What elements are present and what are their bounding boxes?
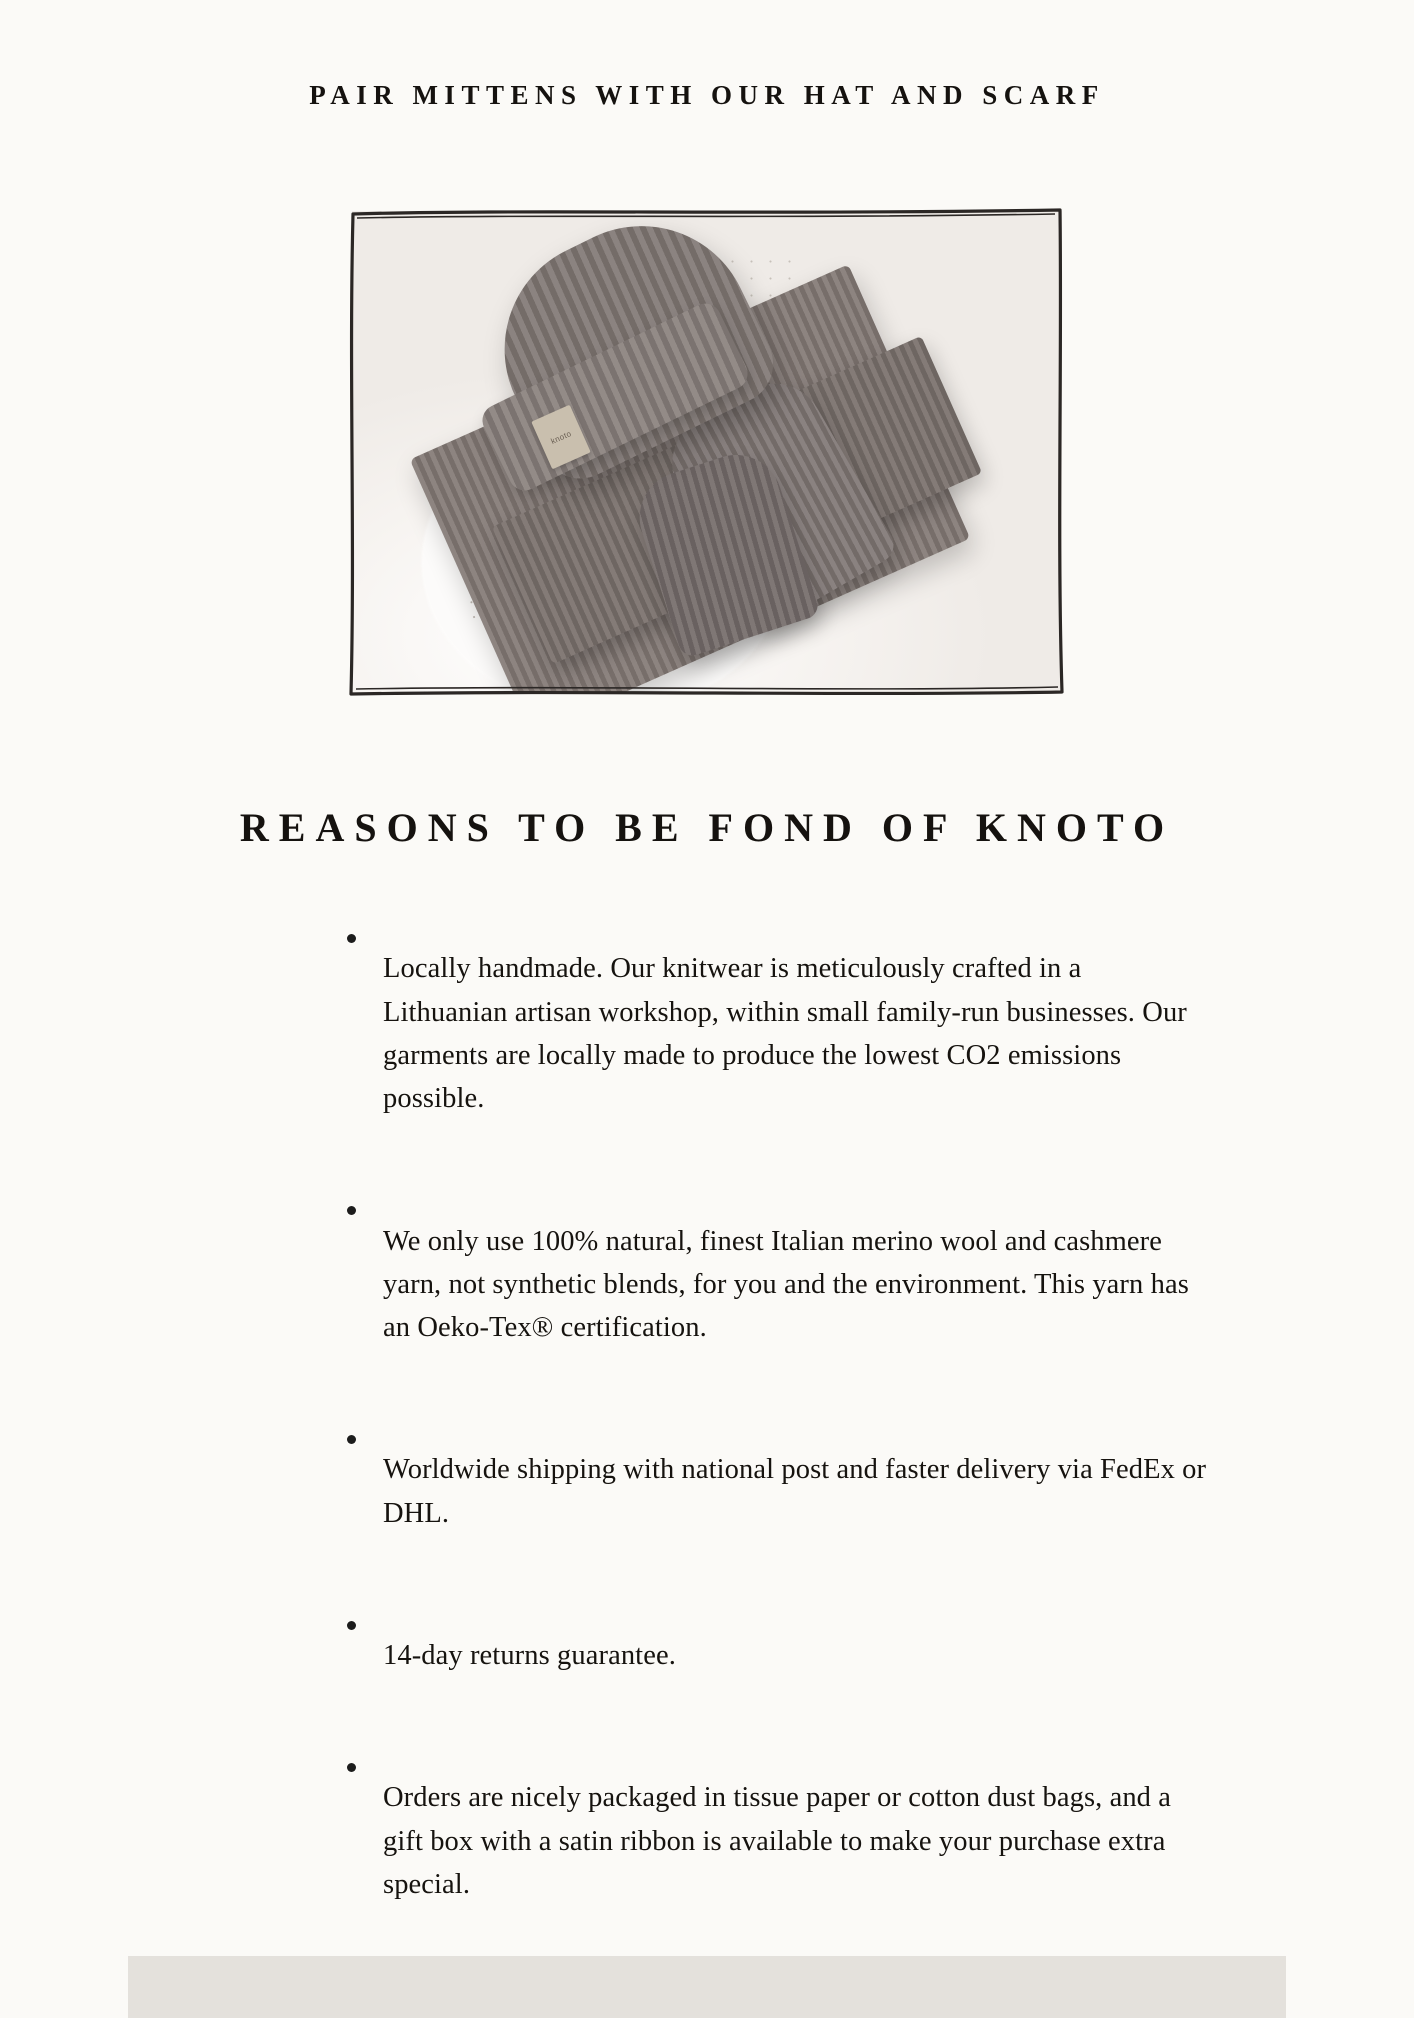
- page-root: [0, 18, 1414, 2018]
- reason-text: We only use 100% natural, finest Italian merino wool and cashmere yarn, not synthetic blends, for you and the environment. This yarn has an Oeko-Tex® certification.: [383, 1225, 1189, 1344]
- reason-text: Locally handmade. Our knitwear is meticulously crafted in a Lithuanian artisan workshop, within small family-run businesses. Our garments are locally made to produce the lowest CO2 emissions possible.: [383, 953, 1187, 1115]
- reasons-list: [202, 919, 1212, 1935]
- hero-image-section: [0, 205, 1414, 699]
- section-title: REASONS TO BE FOND OF KNOTO: [239, 804, 1175, 850]
- reason-text: Orders are nicely packaged in tissue paper or cotton dust bags, and a gift box with a satin ribbon is available to make your purchase extra special.: [383, 1782, 1172, 1901]
- hero-image-frame: [346, 205, 1068, 699]
- reason-text: Worldwide shipping with national post and faster delivery via FedEx or DHL.: [383, 1454, 1207, 1529]
- bullet-icon: [347, 1435, 356, 1444]
- list-item: [347, 1748, 1212, 1935]
- list-item: [347, 919, 1212, 1149]
- bullet-icon: [347, 934, 356, 943]
- list-item: [347, 1191, 1212, 1378]
- list-item: [347, 1606, 1212, 1706]
- bottom-band: [128, 1956, 1286, 2018]
- bullet-icon: [347, 1763, 356, 1772]
- top-headline: PAIR MITTENS WITH OUR HAT AND SCARF: [309, 80, 1105, 111]
- knitwear-photo: [352, 211, 1062, 693]
- bullet-icon: [347, 1206, 356, 1215]
- reason-text: 14-day returns guarantee.: [383, 1640, 676, 1672]
- bullet-icon: [347, 1621, 356, 1630]
- brand-label-text: knoto: [549, 428, 573, 446]
- list-item: [347, 1420, 1212, 1564]
